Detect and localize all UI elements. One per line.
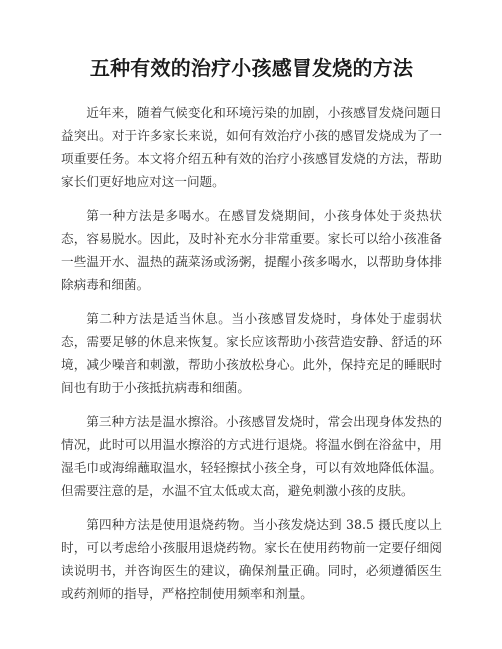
paragraph-method-1: 第一种方法是多喝水。在感冒发烧期间，小孩身体处于炎热状态，容易脱水。因此，及时补充水分非常重要。家长可以给小孩准备一些温开水、温热的蔬菜汤或汤粥，提醒小孩多喝水，以帮助身体排除病毒和细菌。	[61, 208, 442, 292]
paragraph-intro: 近年来，随着气候变化和环境污染的加剧，小孩感冒发烧问题日益突出。对于许多家长来说，如何有效治疗小孩的感冒发烧成为了一项重要任务。本文将介绍五种有效的治疗小孩感冒发烧的方法，帮助家长们更好地应对这一问题。	[61, 105, 442, 189]
paragraph-method-4: 第四种方法是使用退烧药物。当小孩发烧达到 38.5 摄氏度以上时，可以考虑给小孩服用退烧药物。家长在使用药物前一定要仔细阅读说明书，并咨询医生的建议，确保剂量正确。同时，必须遵循医生或药剂师的指导，严格控制使用频率和剂量。	[61, 517, 442, 601]
document-title: 五种有效的治疗小孩感冒发烧的方法	[89, 56, 414, 80]
paragraph-method-3: 第三种方法是温水擦浴。小孩感冒发烧时，常会出现身体发热的情况，此时可以用温水擦浴的方式进行退烧。将温水倒在浴盆中，用湿毛巾或海绵蘸取温水，轻轻擦拭小孩全身，可以有效地降低体温。但需要注意的是，水温不宜太低或太高，避免刺激小孩的皮肤。	[61, 414, 442, 498]
paragraph-method-2: 第二种方法是适当休息。当小孩感冒发烧时，身体处于虚弱状态，需要足够的休息来恢复。家长应该帮助小孩营造安静、舒适的环境，减少噪音和刺激，帮助小孩放松身心。此外，保持充足的睡眠时间也有助于小孩抵抗病毒和细菌。	[61, 311, 442, 395]
